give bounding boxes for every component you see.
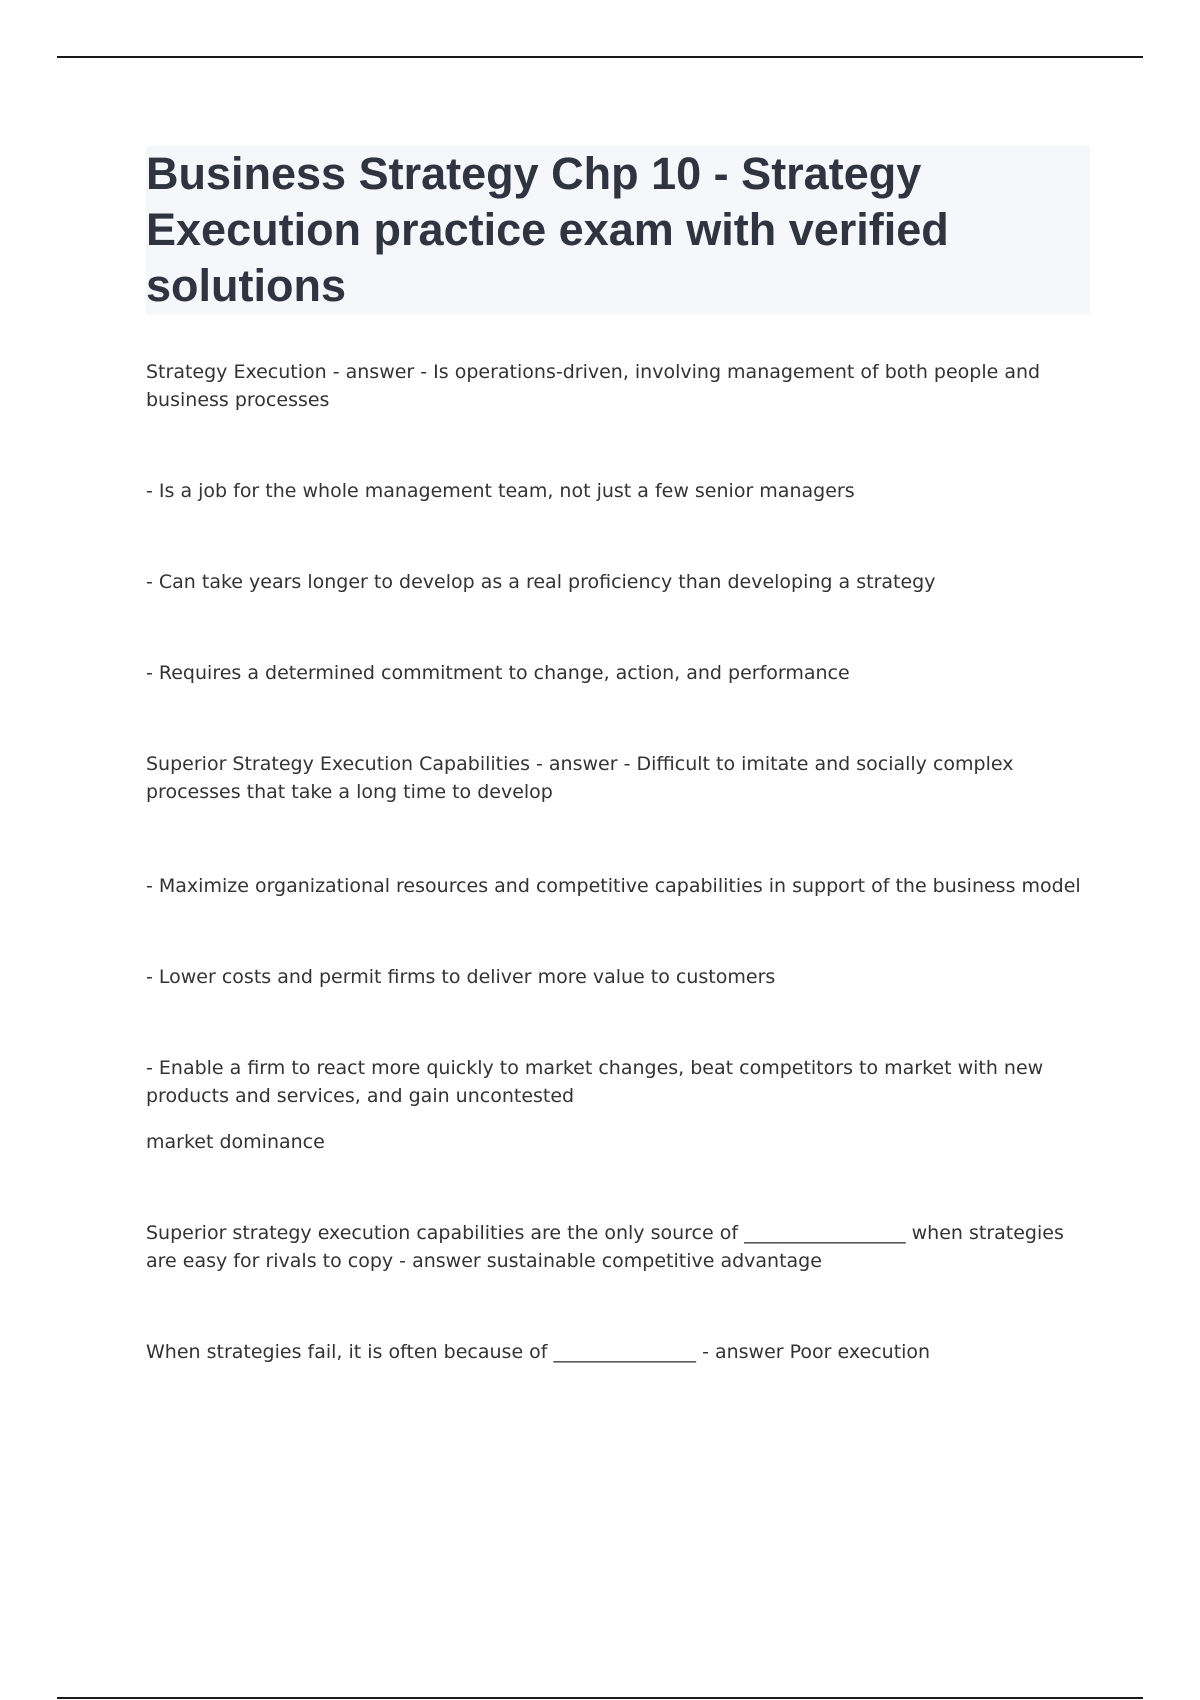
paragraph-question: When strategies fail, it is often because of _______________ - answer Poor execution <box>146 1341 931 1363</box>
paragraph-strategy-execution: Strategy Execution - answer - Is operations-driven, involving management of both people and business processes <box>146 361 1041 411</box>
paragraph-bullet: - Lower costs and permit firms to deliver more value to customers <box>146 966 776 988</box>
paragraph-bullet: - Enable a firm to react more quickly to market changes, beat competitors to market with new products and services, and gain uncontested <box>146 1057 1044 1107</box>
title-line: Business Strategy Chp 10 - Strategy <box>146 148 922 199</box>
paragraph-superior-capabilities: Superior Strategy Execution Capabilities - answer - Difficult to imitate and socially complex processes that take a long time to develop <box>146 753 1014 803</box>
paragraph-bullet: - Is a job for the whole management team, not just a few senior managers <box>146 480 855 502</box>
paragraph-question: Superior strategy execution capabilities are the only source of _________________ when strategies are easy for rivals to copy - answer sustainable competitive advantage <box>146 1222 1064 1272</box>
title-line: solutions <box>146 260 346 311</box>
title-banner <box>146 146 1090 314</box>
bottom-divider <box>57 1697 1143 1699</box>
paragraph-bullet: - Can take years longer to develop as a real proficiency than developing a strategy <box>146 571 936 593</box>
document-title <box>146 146 1090 314</box>
top-divider <box>57 56 1143 58</box>
paragraph-bullet: - Maximize organizational resources and competitive capabilities in support of the business model <box>146 875 1081 897</box>
paragraph-continuation: market dominance <box>146 1131 325 1153</box>
paragraph-bullet: - Requires a determined commitment to change, action, and performance <box>146 662 850 684</box>
title-line: Execution practice exam with verified <box>146 204 949 255</box>
